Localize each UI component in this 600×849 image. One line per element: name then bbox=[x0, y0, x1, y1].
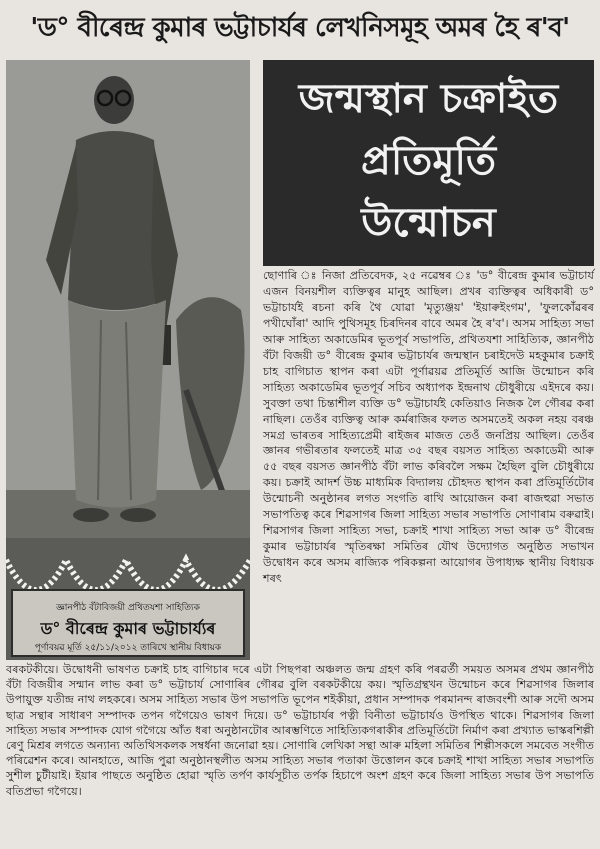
plaque-line-2: ড° বীৰেন্দ্ৰ কুমাৰ ভট্টাচাৰ্য্যৰ bbox=[40, 619, 216, 638]
title-line-3: উন্মোচন bbox=[361, 199, 496, 246]
headline: 'ড° বীৰেন্দ্ৰ কুমাৰ ভট্টাচাৰ্যৰ লেখনিসমূহ অমৰ হৈ ৰ'ব' bbox=[30, 13, 570, 43]
full-width-paragraph: বৰকটকীয়ে। উদ্বোধনী ভাষণত চক্ৰাই চাহ বাগিচাৰ দৰে এটা পিছপৰা অঞ্চলত জন্ম গ্ৰহণ কৰি পৰৱৰ্তী সময়ত অসমৰ প্ৰথম জ্ঞানপীঠ বঁটা বিজয়ীৰ সন্মান লাভ কৰা ড° ভট্টাচাৰ্য সোণাৰিৰ গৌৰৱ বুলি বৰকটকীয়ে কয়। স্মৃতিগ্ৰন্থখন উন্মোচন কৰে শিৱসাগৰ জিলাৰ উপায়ুক্ত যতীন্দ্ৰ নাথ লহকৰে। অসম সাহিত্য সভাৰ উপ সভাপতি ভূপেন শইকীয়া, প্ৰধান সম্পাদক পৰমানন্দ ৰাজবংশী আৰু সদৌ অসম ছাত্ৰ সন্থাৰ সাধাৰণ সম্পাদক তপন গগৈয়েও ভাষণ দিয়ে। ড° ভট্টাচাৰ্যৰ পত্নী বিনীতা ভট্টাচাৰ্যও উপস্থিত থাকে। শিৱসাগৰ জিলা সাহিত্য সভাৰ সম্পাদক যোগ গগৈয়ে আঁত ধৰা অনুষ্ঠানটোৰ আৰম্ভণিতে সাহিত্যিকগৰাকীৰ প্ৰতিমূৰ্তিটো নিৰ্মাণ কৰা প্ৰখ্যাত ভাস্কৰশিল্পী ৰেণু মিশ্ৰৰ লগতে অন্যান্য অতিথিসকলক সম্বৰ্ধনা জনোৱা হয়। সোণাৰি লেখিকা সন্থা আৰু মহিলা সমিতিৰ শিল্পীসকলে সমবেত সংগীত পৰিৱেশন কৰে। আনহাতে, আজি পুৱা অনুষ্ঠানস্থলীত অসম সাহিত্য সভাৰ পতাকা উত্তোলন কৰে চক্ৰাই শাখা সাহিত্য সভাৰ সভাপতি সুশীল চুটীয়াই। ইয়াৰ পাছতে অনুষ্ঠিত হোৱা স্মৃতি তৰ্পণ কাৰ্যসূচীত তৰ্পক হিচাপে অংশ গ্ৰহণ কৰে জিলা সাহিত্য সভাৰ উপ সভাপতি বতিপ্ৰভা গগৈয়ে। bbox=[6, 663, 594, 798]
plaque-line-1: জ্ঞানপীঠ বঁটাবিজয়ী প্ৰথিতযশা সাহিত্যিক bbox=[56, 603, 200, 613]
article-body-full bbox=[6, 662, 594, 799]
column-paragraph: ছোণাৰি ঃ নিজা প্ৰতিবেদক, ২৫ নৱেম্বৰ ঃ 'ড° বীৰেন্দ্ৰ কুমাৰ ভট্টাচাৰ্য এজন বিনয়শীল ব্যক্তিত্বৰ মানুহ আছিল। প্ৰখৰ ব্যক্তিত্বৰ অধিকাৰী ড° ভট্টাচাৰ্যই ৰচনা কৰি থৈ যোৱা 'মৃত্যুঞ্জয়' 'ইয়াৰুইংগম', 'ফুলকোঁৱৰৰ পখীঘোঁৰা' আদি পুথিসমূহ চিৰদিনৰ বাবে অমৰ হৈ ৰ'ব'। অসম সাহিত্য সভা আৰু সাহিত্য অকাডেমিৰ ভূতপূৰ্ব সভাপতি, প্ৰথিতযশা সাহিত্যিক, জ্ঞানপীঠ বঁটা বিজয়ী ড° বীৰেন্দ্ৰ কুমাৰ ভট্টাচাৰ্যৰ জন্মস্থান চৰাইদেউ মহকুমাৰ চক্ৰাই চাহ বাগিচাত স্থাপন কৰা এটা পূৰ্ণাৱয়ৱ প্ৰতিমূৰ্তি আজি উন্মোচন কৰি সাহিত্য অকাডেমিৰ ভূতপূৰ্ব সচিব অধ্যাপক ইন্দ্ৰনাথ চৌধুৰীয়ে এইদৰে কয়। সুবক্তা তথা চিন্তাশীল ব্যক্তি ড° ভট্টাচাৰ্যই কেতিয়াও নিজক লৈ গৌৰৱ কৰা নাছিল। তেওঁৰ ব্যক্তিত্ব আৰু কৰ্মৰাজিৰ ফলত অসমতেই অকল নহয় বৰঞ্চ সমগ্ৰ ভাৰতৰ সাহিত্যপ্ৰেমী ৰাইজৰ মাজত তেওঁ জনপ্ৰিয় আছিল। তেওঁৰ জ্ঞানৰ গভীৰতাৰ ফলতেই মাত্ৰ ৩৫ বছৰ বয়সত সাহিত্য অকাডেমী আৰু ৫৫ বছৰ বয়সত জ্ঞানপীঠ বঁটা লাভ কৰিবলৈ সক্ষম হৈছিল বুলি চৌধুৰীয়ে কয়। চক্ৰাই আদৰ্শ উচ্চ মাধ্যমিক বিদ্যালয় চৌহদত স্থাপন কৰা প্ৰতিমূৰ্তিটোৰ উন্মোচনী অনুষ্ঠানৰ লগত সংগতি ৰাখি আয়োজন কৰা ৰাজহুৱা সভাত সভাপতিত্ব কৰে শিৱসাগৰ জিলা সাহিত্য সভাৰ সভাপতি সোণাৰাম বৰুৱাই। শিৱসাগৰ জিলা সাহিত্য সভা, চক্ৰাই শাখা সাহিত্য সভা আৰু ড° বীৰেন্দ্ৰ কুমাৰ ভট্টাচাৰ্যৰ স্মৃতিৰক্ষা সমিতিৰ যৌথ উদ্যোগত অনুষ্ঠিত সভাখন উদ্বোধন কৰে অসম ৰাজ্যিক পৰিকল্পনা আয়োগৰ উপাধ্যক্ষ স্থানীয় বিধায়ক শৰৎ bbox=[263, 269, 594, 586]
plaque-line-3: পূৰ্ণাবয়ৱ মূৰ্তি ২৫/১১/২০১২ তাৰিখে স্থানীয় বিধায়ক bbox=[34, 643, 222, 653]
title-line-1: জন্মস্থান চক্ৰাইত bbox=[298, 75, 559, 122]
article-title bbox=[263, 60, 594, 266]
article-body-column bbox=[263, 268, 594, 587]
title-line-2: প্ৰতিমূৰ্তি bbox=[361, 137, 496, 184]
statue-illustration bbox=[6, 60, 250, 660]
statue-photo bbox=[6, 60, 250, 660]
